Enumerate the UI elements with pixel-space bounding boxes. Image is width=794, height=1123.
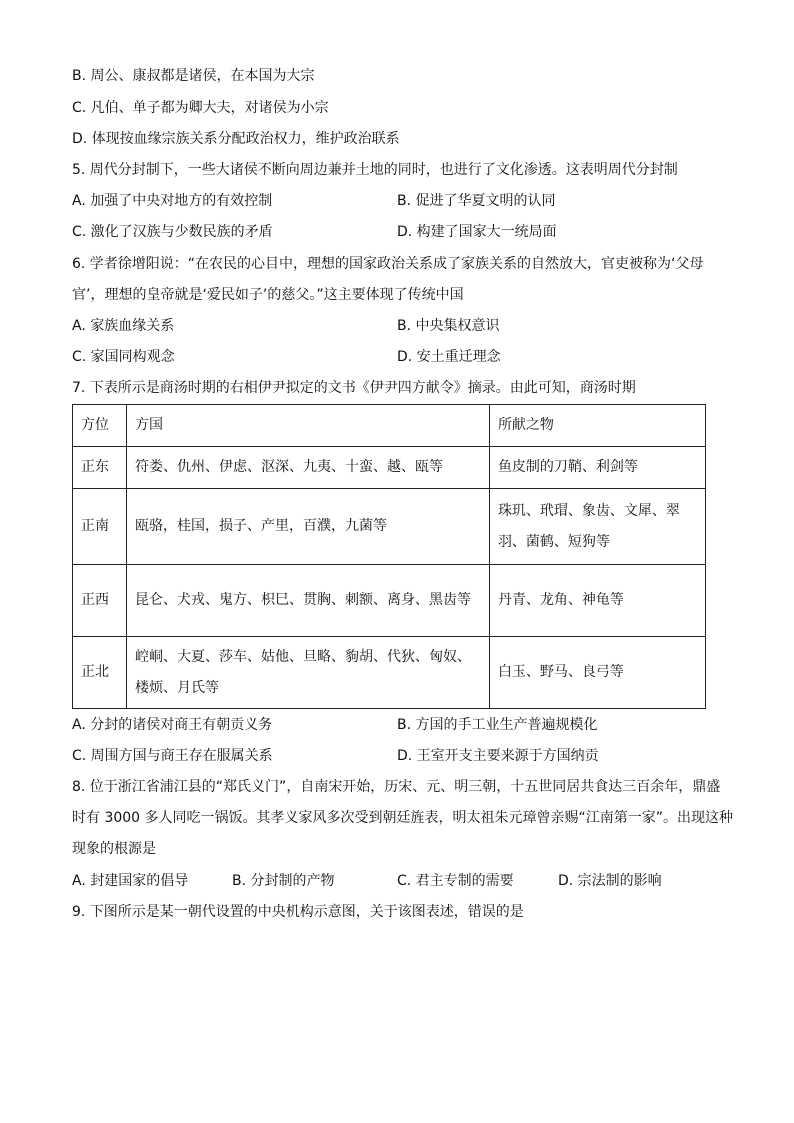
table-header-cell: 方国 (127, 405, 490, 447)
q6-option-a: A. 家族血缘关系 (72, 318, 175, 334)
q5-option-c: C. 激化了汉族与少数民族的矛盾 (72, 224, 273, 240)
q4-option-b: B. 周公、康叔都是诸侯，在本国为大宗 (72, 68, 315, 84)
q5-stem: 5. 周代分封制下，一些大诸侯不断向周边兼并土地的同时，也进行了文化渗透。这表明周代分封制 (72, 162, 678, 178)
table-cell: 瓯骆，桂国，损子、产里，百濮，九菌等 (127, 489, 490, 565)
table-cell: 崆峒、大夏、莎车、姑他、旦略、豿胡、代狄、匈奴、楼烦、月氏等 (127, 637, 490, 709)
q9-stem: 9. 下图所示是某一朝代设置的中央机构示意图，关于该图表述，错误的是 (72, 904, 524, 920)
table-cell: 鱼皮制的刀鞘、利剑等 (489, 447, 705, 489)
q8-option-d: D. 宗法制的影响 (558, 873, 662, 889)
q6-options-row1 (72, 316, 722, 336)
table-cell: 正西 (73, 565, 127, 637)
q6-option-b: B. 中央集权意识 (397, 318, 500, 334)
table-row (73, 637, 706, 709)
q8-stem-line1: 8. 位于浙江省浦江县的“郑氏义门”，自南宋开始，历宋、元、明三朝，十五世同居共食达三百余年，鼎盛 (72, 779, 721, 795)
q6-stem-line2: 官’，理想的皇帝就是‘爱民如子’的慈父。”这主要体现了传统中国 (72, 287, 464, 303)
q5-options-row1 (72, 191, 722, 211)
q5-option-a: A. 加强了中央对地方的有效控制 (72, 193, 273, 209)
q6-option-d: D. 安土重迁理念 (397, 349, 501, 365)
tribute-table (72, 404, 706, 709)
table-cell: 正南 (73, 489, 127, 565)
q7-option-c: C. 周围方国与商王存在服属关系 (72, 748, 273, 764)
q5-options-row2 (72, 222, 722, 242)
table-cell: 正北 (73, 637, 127, 709)
q7-option-d: D. 王室开支主要来源于方国纳贡 (397, 748, 599, 764)
table-cell: 符娄、仇州、伊虑、沤深、九夷、十蛮、越、瓯等 (127, 447, 490, 489)
q8-stem-line3: 现象的根源是 (72, 841, 156, 857)
table-cell: 白玉、野马、良弓等 (489, 637, 705, 709)
q7-option-b: B. 方国的手工业生产普遍规模化 (397, 717, 598, 733)
table-cell: 丹青、龙角、神龟等 (489, 565, 705, 637)
q8-option-b: B. 分封制的产物 (232, 873, 335, 889)
q8-option-a: A. 封建国家的倡导 (72, 873, 189, 889)
table-row (73, 489, 706, 565)
q6-option-c: C. 家国同构观念 (72, 349, 175, 365)
table-header-cell: 所献之物 (489, 405, 705, 447)
table-cell: 正东 (73, 447, 127, 489)
q4-option-c: C. 凡伯、单子都为卿大夫，对诸侯为小宗 (72, 100, 329, 116)
q7-options-row1 (72, 715, 722, 735)
q8-option-c: C. 君主专制的需要 (397, 873, 514, 889)
q7-stem: 7. 下表所示是商汤时期的右相伊尹拟定的文书《伊尹四方献令》摘录。由此可知，商汤时期 (72, 380, 636, 396)
q4-option-d: D. 体现按血缘宗族关系分配政治权力，维护政治联系 (72, 131, 400, 147)
table-row (73, 565, 706, 637)
q5-option-b: B. 促进了华夏文明的认同 (397, 193, 556, 209)
q6-stem-line1: 6. 学者徐增阳说：“在农民的心目中，理想的国家政治关系成了家族关系的自然放大，官吏被称为‘父母 (72, 256, 704, 272)
q8-options-row (72, 871, 722, 891)
q5-option-d: D. 构建了国家大一统局面 (397, 224, 557, 240)
table-row (73, 447, 706, 489)
q7-option-a: A. 分封的诸侯对商王有朝贡义务 (72, 717, 273, 733)
table-cell: 昆仑、犬戎、鬼方、枳巳、贯胸、刺额、离身、黑齿等 (127, 565, 490, 637)
q8-stem-line2: 时有 3000 多人同吃一锅饭。其孝义家风多次受到朝廷旌表，明太祖朱元璋曾亲赐“江南第一家”。出现这种 (72, 810, 734, 826)
q7-options-row2 (72, 746, 722, 766)
table-cell: 珠玑、玳瑁、象齿、文犀、翠羽、菌鹤、短狗等 (489, 489, 705, 565)
table-header-row (73, 405, 706, 447)
q6-options-row2 (72, 347, 722, 367)
table-header-cell: 方位 (73, 405, 127, 447)
